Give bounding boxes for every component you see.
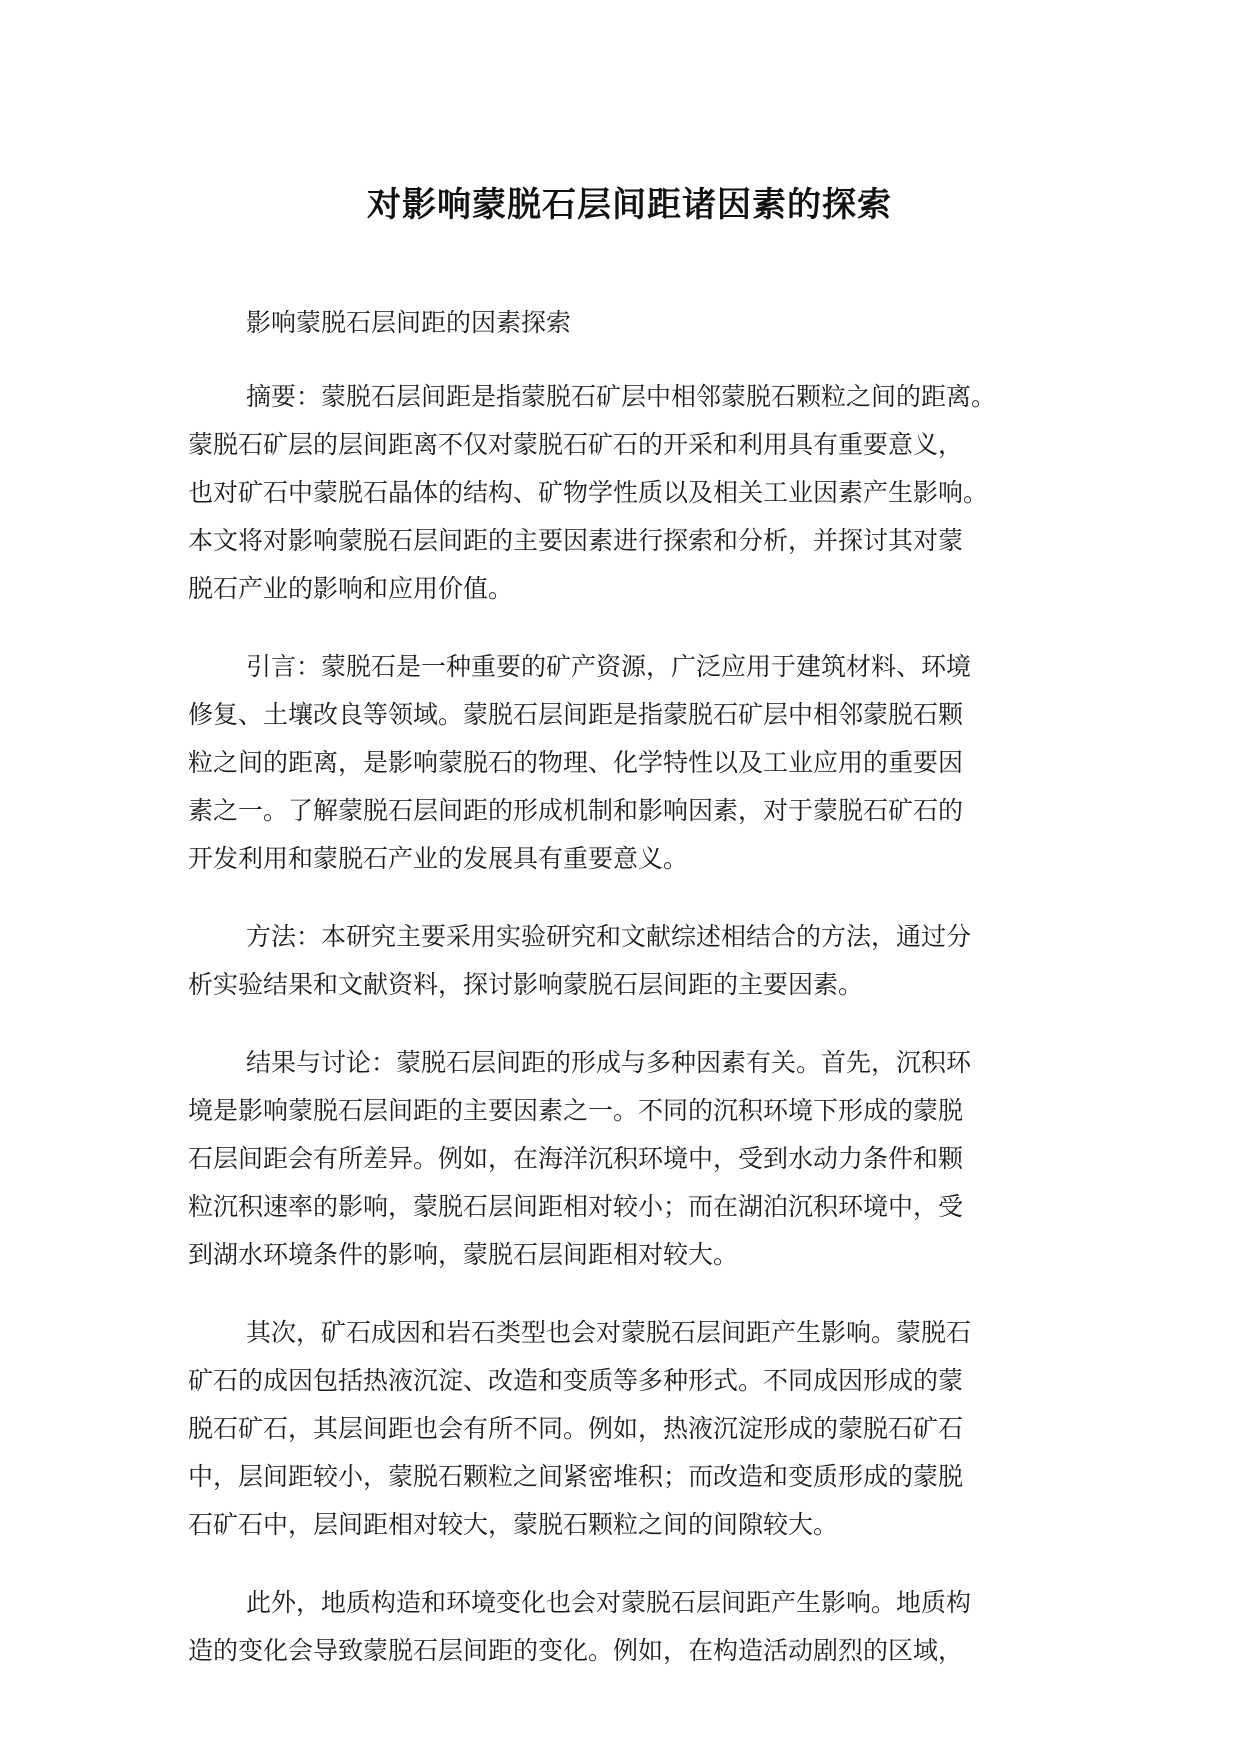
paragraph-line: 到湖水环境条件的影响，蒙脱石层间距相对较大。 [188, 1240, 739, 1269]
paragraph-line: 引言：蒙脱石是一种重要的矿产资源，广泛应用于建筑材料、环境 [246, 652, 972, 681]
paragraph-line: 脱石矿石，其层间距也会有所不同。例如，热液沉淀形成的蒙脱石矿石 [188, 1414, 964, 1443]
paragraph-line: 方法：本研究主要采用实验研究和文献综述相结合的方法，通过分 [246, 922, 972, 951]
paragraph-line: 境是影响蒙脱石层间距的主要因素之一。不同的沉积环境下形成的蒙脱 [188, 1096, 964, 1125]
document-subtitle: 影响蒙脱石层间距的因素探索 [246, 308, 572, 337]
paragraph-second-factor [188, 1309, 1071, 1549]
paragraph-line: 矿石的成因包括热液沉淀、改造和变质等多种形式。不同成因形成的蒙 [188, 1366, 964, 1395]
paragraph-line: 粒沉积速率的影响，蒙脱石层间距相对较小；而在湖泊沉积环境中，受 [188, 1192, 964, 1221]
paragraph-line: 此外，地质构造和环境变化也会对蒙脱石层间距产生影响。地质构 [246, 1588, 972, 1617]
paragraph-line: 石层间距会有所差异。例如，在海洋沉积环境中，受到水动力条件和颗 [188, 1144, 964, 1173]
paragraph-line: 蒙脱石矿层的层间距离不仅对蒙脱石矿石的开采和利用具有重要意义， [188, 430, 964, 459]
paragraph-line: 结果与讨论：蒙脱石层间距的形成与多种因素有关。首先，沉积环 [246, 1048, 972, 1077]
paragraph-abstract [188, 373, 1071, 613]
paragraph-line: 中，层间距较小，蒙脱石颗粒之间紧密堆积；而改造和变质形成的蒙脱 [188, 1462, 964, 1491]
paragraph-line: 也对矿石中蒙脱石晶体的结构、矿物学性质以及相关工业因素产生影响。 [188, 478, 989, 507]
paragraph-line: 素之一。了解蒙脱石层间距的形成机制和影响因素，对于蒙脱石矿石的 [188, 796, 964, 825]
paragraph-line: 修复、土壤改良等领域。蒙脱石层间距是指蒙脱石矿层中相邻蒙脱石颗 [188, 700, 964, 729]
document-title: 对影响蒙脱石层间距诸因素的探索 [367, 185, 892, 225]
paragraph-line: 其次，矿石成因和岩石类型也会对蒙脱石层间距产生影响。蒙脱石 [246, 1318, 972, 1347]
paragraph-results-discussion [188, 1039, 1071, 1279]
paragraph-line: 开发利用和蒙脱石产业的发展具有重要意义。 [188, 844, 689, 873]
paragraph-methods [188, 913, 1071, 1009]
paragraph-line: 石矿石中，层间距相对较大，蒙脱石颗粒之间的间隙较大。 [188, 1510, 839, 1539]
paragraph-line: 粒之间的距离，是影响蒙脱石的物理、化学特性以及工业应用的重要因 [188, 748, 964, 777]
paragraph-line: 本文将对影响蒙脱石层间距的主要因素进行探索和分析，并探讨其对蒙 [188, 526, 964, 555]
paragraph-line: 析实验结果和文献资料，探讨影响蒙脱石层间距的主要因素。 [188, 970, 864, 999]
paragraph-introduction [188, 643, 1071, 883]
paragraph-line: 摘要：蒙脱石层间距是指蒙脱石矿层中相邻蒙脱石颗粒之间的距离。 [246, 382, 997, 411]
paragraph-line: 脱石产业的影响和应用价值。 [188, 574, 514, 603]
paragraph-third-factor [188, 1579, 1071, 1675]
paragraph-line: 造的变化会导致蒙脱石层间距的变化。例如，在构造活动剧烈的区域， [188, 1636, 964, 1665]
